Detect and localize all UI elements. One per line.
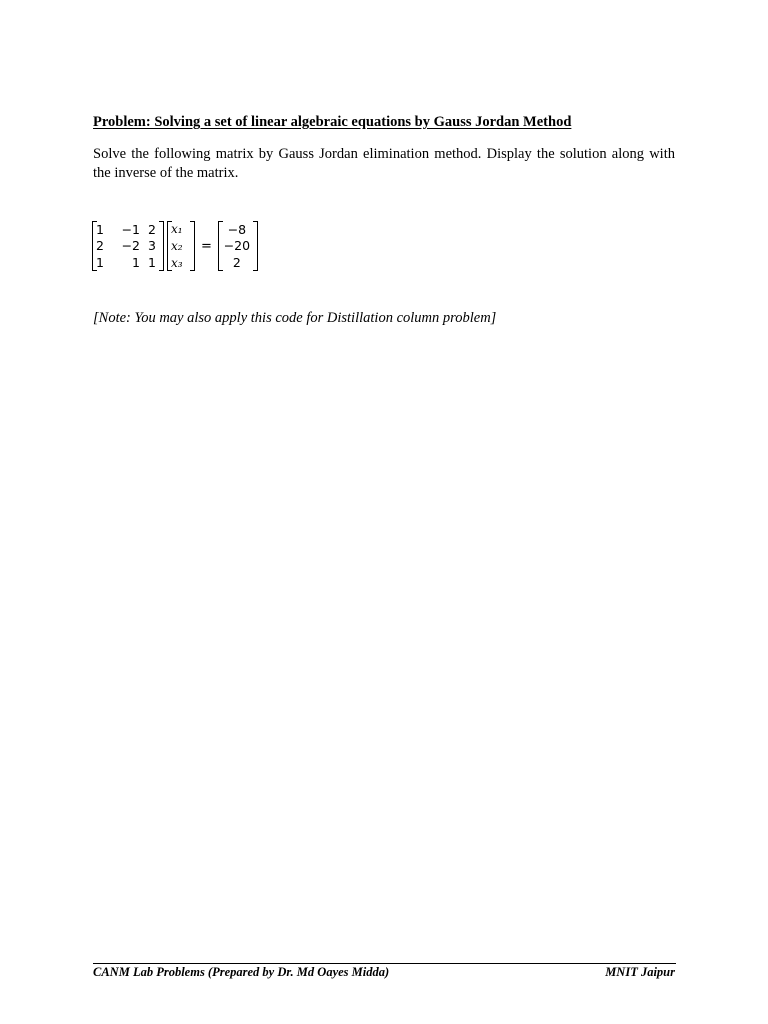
matrix-a-cell: 1 xyxy=(132,255,140,271)
vector-b-cell: −8 xyxy=(227,221,247,237)
matrix-a-cell: 2 xyxy=(96,238,104,254)
vector-b-cell: 2 xyxy=(232,255,241,271)
note-text: [Note: You may also apply this code for Distillation column problem] xyxy=(93,310,497,326)
footer-left-text: CANM Lab Problems (Prepared by Dr. Md Oayes Midda) xyxy=(93,965,390,979)
matrix-a-cell: 1 xyxy=(96,255,104,271)
matrix-a-cell: 2 xyxy=(148,221,156,237)
page-title: Problem: Solving a set of linear algebraic equations by Gauss Jordan Method xyxy=(93,114,572,130)
equals-sign: = xyxy=(201,238,212,254)
matrix-equation xyxy=(92,221,258,271)
constant-vector xyxy=(218,221,258,271)
matrix-a-cell: 1 xyxy=(148,255,156,271)
vector-x-cell: x₃ xyxy=(171,255,183,270)
footer-right-text: MNIT Jaipur xyxy=(605,965,675,979)
vector-x-cell: x₂ xyxy=(171,238,183,253)
matrix-a-cell: −2 xyxy=(121,238,140,254)
coefficient-matrix xyxy=(92,221,164,271)
vector-b-cell: −20 xyxy=(223,238,251,254)
footer-divider xyxy=(93,963,676,964)
matrix-a-cell: 3 xyxy=(148,238,156,254)
vector-x-cell: x₁ xyxy=(171,222,183,237)
problem-statement: Solve the following matrix by Gauss Jordan elimination method. Display the solution along with the inverse of the matrix. xyxy=(93,146,675,181)
unknown-vector xyxy=(167,221,195,271)
matrix-a-cell: 1 xyxy=(96,221,104,237)
matrix-a-cell: −1 xyxy=(121,221,140,237)
